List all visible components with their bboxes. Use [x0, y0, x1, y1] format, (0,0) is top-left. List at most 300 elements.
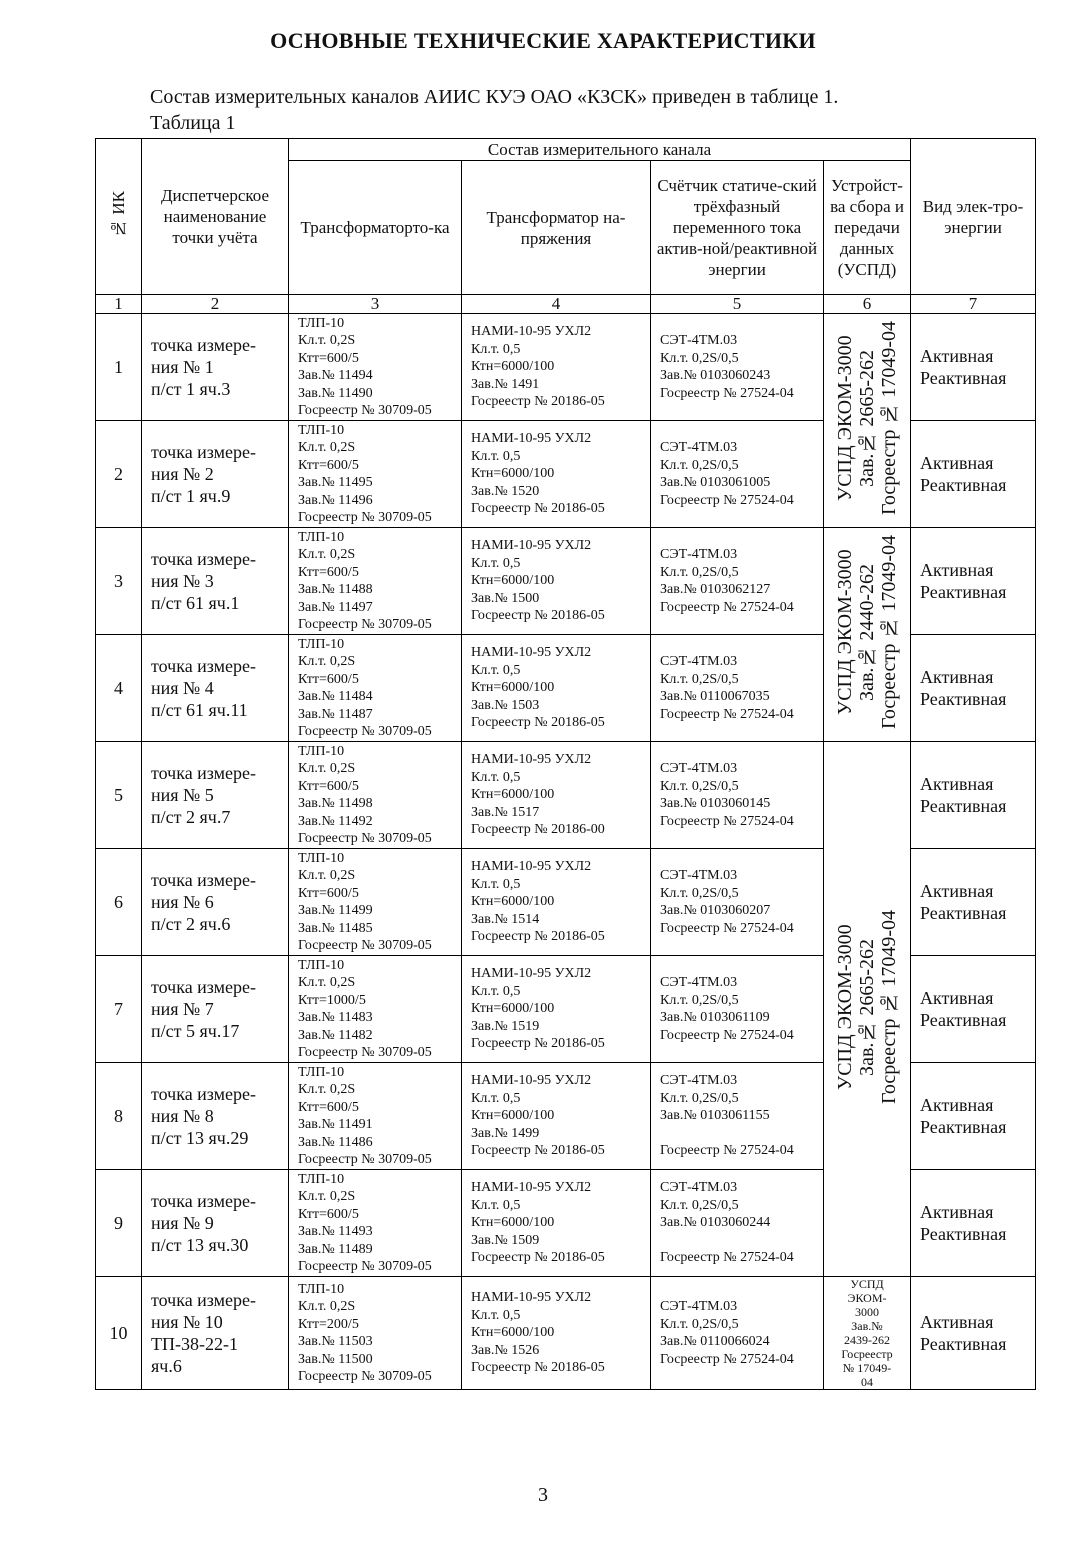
meter: [651, 1277, 824, 1390]
voltage-transformer-line: Госреестр № 20186-05: [471, 608, 605, 624]
uspd-line: 3000: [855, 1305, 880, 1319]
current-transformer-line: Госреестр № 30709-05: [298, 724, 432, 739]
current-transformer-line: Зав.№ 11492: [298, 813, 373, 829]
current-transformer-line: Зав.№ 11500: [298, 1351, 373, 1367]
point-line: точка измере-: [151, 977, 257, 997]
energy-line: Активная: [920, 346, 994, 366]
voltage-transformer: [462, 1170, 651, 1277]
point-line: п/ст 61 яч.11: [151, 700, 248, 720]
current-transformer-line: Зав.№ 11491: [298, 1117, 373, 1132]
voltage-transformer-line: Госреестр № 20186-05: [471, 715, 605, 731]
energy-line: Активная: [920, 667, 994, 687]
current-transformer: [289, 528, 462, 635]
meter-line: Зав.№ 0103061005: [660, 475, 771, 490]
meter: [651, 1170, 824, 1277]
column-number-row: [96, 295, 1036, 314]
uspd-line: 04: [861, 1375, 874, 1389]
header-meter: Счётчик статиче-ский трёхфазный переменного тока актив-ной/реактивной энергии: [651, 161, 824, 295]
current-transformer-line: Зав.№ 11490: [298, 385, 373, 401]
metering-point: [142, 742, 289, 849]
point-line: п/ст 2 яч.6: [151, 914, 231, 934]
current-transformer-line: Зав.№ 11503: [298, 1334, 373, 1349]
current-transformer-line: ТЛП-10: [298, 636, 345, 652]
meter-line: Госреестр № 27524-04: [660, 1250, 794, 1266]
voltage-transformer-line: Кл.т. 0,5: [471, 662, 521, 678]
meter-line: Зав.№ 0110067035: [660, 689, 770, 704]
current-transformer-line: Ктт=600/5: [298, 778, 359, 794]
current-transformer: [289, 1170, 462, 1277]
current-transformer-line: Кл.т. 0,2S: [298, 868, 356, 883]
header-composition: Состав измерительного канала: [289, 139, 911, 161]
meter-line: Госреестр № 27524-04: [660, 706, 794, 722]
energy-line: Активная: [920, 988, 994, 1008]
current-transformer-line: ТЛП-10: [298, 957, 345, 973]
energy-line: Реактивная: [920, 1224, 1007, 1244]
metering-point: [142, 849, 289, 956]
meter-line: Зав.№ 0103061109: [660, 1010, 770, 1025]
meter-line: Зав.№ 0103060207: [660, 903, 771, 918]
voltage-transformer-line: Ктн=6000/100: [471, 359, 555, 375]
current-transformer-line: Кл.т. 0,2S: [298, 333, 356, 348]
meter-line: Зав.№ 0103062127: [660, 582, 771, 597]
uspd-line: УСПД: [850, 1277, 884, 1291]
voltage-transformer-line: Зав.№ 1514: [471, 911, 540, 927]
table-row: [96, 1277, 1036, 1390]
meter: [651, 1063, 824, 1170]
current-transformer-line: ТЛП-10: [298, 743, 345, 759]
meter-line: СЭТ-4ТМ.03: [660, 761, 738, 776]
ik-number: 10: [96, 1277, 142, 1390]
voltage-transformer-line: Госреестр № 20186-00: [471, 822, 605, 838]
voltage-transformer-line: Кл.т. 0,5: [471, 876, 521, 892]
voltage-transformer-line: Госреестр № 20186-05: [471, 501, 605, 517]
current-transformer-line: Ктт=600/5: [298, 1206, 359, 1222]
uspd-line: УСПД ЭКОМ-3000: [834, 549, 857, 715]
voltage-transformer-line: Зав.№ 1526: [471, 1342, 540, 1358]
current-transformer-line: Кл.т. 0,2S: [298, 975, 356, 990]
meter-line: СЭТ-4ТМ.03: [660, 868, 738, 883]
voltage-transformer-line: Кл.т. 0,5: [471, 1307, 521, 1323]
voltage-transformer-line: Зав.№ 1503: [471, 697, 540, 713]
meter-line: Госреестр № 27524-04: [660, 599, 794, 615]
column-number: 1: [96, 295, 142, 314]
ik-number: 2: [96, 421, 142, 528]
current-transformer-line: Госреестр № 30709-05: [298, 510, 432, 525]
current-transformer-line: ТЛП-10: [298, 850, 345, 866]
voltage-transformer-line: Зав.№ 1509: [471, 1232, 540, 1248]
meter-line: Кл.т. 0,2S/0,5: [660, 1316, 739, 1332]
energy-type: [911, 635, 1036, 742]
current-transformer: [289, 849, 462, 956]
voltage-transformer-line: Ктн=6000/100: [471, 1215, 555, 1231]
table-row: [96, 314, 1036, 421]
meter-line: СЭТ-4ТМ.03: [660, 1073, 738, 1089]
voltage-transformer-line: Ктн=6000/100: [471, 894, 555, 910]
energy-type: [911, 528, 1036, 635]
current-transformer-line: Зав.№ 11489: [298, 1241, 373, 1257]
meter-line: Госреестр № 27524-04: [660, 1027, 794, 1043]
voltage-transformer: [462, 1277, 651, 1390]
energy-line: Реактивная: [920, 475, 1007, 495]
meter-line: Кл.т. 0,2S/0,5: [660, 992, 739, 1008]
meter-line: СЭТ-4ТМ.03: [660, 654, 738, 669]
uspd-line: УСПД ЭКОМ-3000: [834, 923, 857, 1090]
meter-line: Кл.т. 0,2S/0,5: [660, 885, 739, 901]
metering-point: [142, 1063, 289, 1170]
ik-number: 6: [96, 849, 142, 956]
voltage-transformer-line: Кл.т. 0,5: [471, 769, 521, 785]
characteristics-table: [95, 138, 1036, 1390]
current-transformer: [289, 742, 462, 849]
meter: [651, 742, 824, 849]
meter-line: Зав.№ 0103060243: [660, 368, 771, 383]
meter-line: [660, 1232, 823, 1250]
column-number: 2: [142, 295, 289, 314]
voltage-transformer-line: Зав.№ 1500: [471, 590, 540, 606]
energy-type: [911, 849, 1036, 956]
voltage-transformer: [462, 635, 651, 742]
current-transformer-line: Зав.№ 11495: [298, 475, 373, 490]
voltage-transformer-line: Кл.т. 0,5: [471, 1090, 521, 1106]
meter-line: Зав.№ 0103060145: [660, 796, 771, 811]
uspd-line: Госреестр № 17049-04: [878, 535, 901, 729]
meter: [651, 635, 824, 742]
meter-line: Кл.т. 0,2S/0,5: [660, 457, 739, 473]
point-line: точка измере-: [151, 1191, 257, 1211]
uspd-device: [824, 314, 911, 528]
meter-line: СЭТ-4ТМ.03: [660, 547, 738, 562]
voltage-transformer-line: НАМИ-10-95 УХЛ2: [471, 431, 592, 447]
current-transformer-line: ТЛП-10: [298, 529, 345, 545]
metering-point: [142, 528, 289, 635]
table-caption: Таблица 1: [150, 112, 236, 134]
voltage-transformer: [462, 528, 651, 635]
meter: [651, 956, 824, 1063]
uspd-line: Зав.№ 2665-262: [856, 938, 879, 1075]
current-transformer-line: Кл.т. 0,2S: [298, 1189, 356, 1204]
metering-point: [142, 956, 289, 1063]
voltage-transformer-line: Кл.т. 0,5: [471, 983, 521, 999]
meter-line: Зав.№ 0103061155: [660, 1108, 770, 1124]
header-ct: Трансформаторто-ка: [289, 161, 462, 295]
voltage-transformer-line: Госреестр № 20186-05: [471, 1036, 605, 1052]
point-line: точка измере-: [151, 763, 257, 783]
voltage-transformer-line: Ктн=6000/100: [471, 680, 555, 696]
voltage-transformer-line: НАМИ-10-95 УХЛ2: [471, 752, 592, 768]
energy-line: Реактивная: [920, 796, 1007, 816]
uspd-line: 2439-262: [844, 1333, 891, 1347]
point-line: ТП-38-22-1: [151, 1334, 238, 1354]
meter-line: Госреестр № 27524-04: [660, 813, 794, 829]
column-number: 6: [824, 295, 911, 314]
voltage-transformer-line: Ктн=6000/100: [471, 466, 555, 482]
meter-line: Госреестр № 27524-04: [660, 920, 794, 936]
current-transformer-line: Кл.т. 0,2S: [298, 1299, 356, 1314]
point-line: п/ст 5 яч.17: [151, 1021, 240, 1041]
current-transformer-line: ТЛП-10: [298, 315, 345, 331]
meter-line: Кл.т. 0,2S/0,5: [660, 1090, 739, 1106]
point-line: ния № 3: [151, 571, 214, 591]
energy-line: Активная: [920, 1095, 994, 1115]
energy-line: Реактивная: [920, 582, 1007, 602]
meter: [651, 314, 824, 421]
current-transformer-line: Ктт=600/5: [298, 885, 359, 901]
current-transformer-line: Зав.№ 11483: [298, 1010, 373, 1025]
point-line: точка измере-: [151, 656, 257, 676]
current-transformer-line: Зав.№ 11494: [298, 368, 373, 383]
point-line: п/ст 1 яч.3: [151, 379, 231, 399]
meter-line: Госреестр № 27524-04: [660, 1351, 794, 1367]
current-transformer: [289, 956, 462, 1063]
column-number: 4: [462, 295, 651, 314]
current-transformer-line: Госреестр № 30709-05: [298, 1152, 432, 1167]
meter-line: Кл.т. 0,2S/0,5: [660, 778, 739, 794]
voltage-transformer-line: НАМИ-10-95 УХЛ2: [471, 538, 592, 554]
uspd-line: Госреестр: [841, 1347, 893, 1361]
point-line: п/ст 2 яч.7: [151, 807, 231, 827]
point-line: ния № 6: [151, 892, 214, 912]
current-transformer-line: Госреестр № 30709-05: [298, 1369, 432, 1384]
uspd-line: Госреестр № 17049-04: [878, 321, 901, 515]
uspd-device: [824, 742, 911, 1277]
current-transformer-line: Ктт=600/5: [298, 457, 359, 473]
point-line: ния № 8: [151, 1106, 214, 1126]
point-line: ния № 9: [151, 1213, 214, 1233]
metering-point: [142, 1277, 289, 1390]
current-transformer-line: Ктт=200/5: [298, 1316, 359, 1332]
header-point: Диспетчерское наименование точки учёта: [142, 139, 289, 295]
current-transformer-line: Кл.т. 0,2S: [298, 654, 356, 669]
point-line: ния № 7: [151, 999, 214, 1019]
energy-type: [911, 314, 1036, 421]
current-transformer-line: Зав.№ 11499: [298, 903, 373, 918]
current-transformer: [289, 1063, 462, 1170]
ik-number: 5: [96, 742, 142, 849]
meter: [651, 421, 824, 528]
current-transformer-line: Зав.№ 11498: [298, 796, 373, 811]
voltage-transformer-line: НАМИ-10-95 УХЛ2: [471, 645, 592, 661]
column-number: 3: [289, 295, 462, 314]
meter-line: СЭТ-4ТМ.03: [660, 1299, 738, 1314]
voltage-transformer: [462, 956, 651, 1063]
header-vt: Трансформатор на-пряжения: [462, 161, 651, 295]
current-transformer-line: Ктт=1000/5: [298, 992, 366, 1008]
ik-number: 8: [96, 1063, 142, 1170]
point-line: п/ст 13 яч.30: [151, 1235, 249, 1255]
meter-line: Зав.№ 0110066024: [660, 1334, 770, 1349]
page-title: ОСНОВНЫЕ ТЕХНИЧЕСКИЕ ХАРАКТЕРИСТИКИ: [270, 28, 816, 53]
voltage-transformer-line: НАМИ-10-95 УХЛ2: [471, 1073, 592, 1089]
voltage-transformer-line: Ктн=6000/100: [471, 1325, 555, 1341]
meter-line: Госреестр № 27524-04: [660, 1143, 794, 1159]
meter-line: СЭТ-4ТМ.03: [660, 333, 738, 348]
energy-type: [911, 742, 1036, 849]
uspd-device: [824, 1277, 911, 1390]
current-transformer-line: Зав.№ 11497: [298, 599, 373, 615]
voltage-transformer-line: Кл.т. 0,5: [471, 448, 521, 464]
ik-number: 9: [96, 1170, 142, 1277]
current-transformer-line: Зав.№ 11484: [298, 689, 373, 704]
voltage-transformer-line: Кл.т. 0,5: [471, 1197, 521, 1213]
point-line: п/ст 1 яч.9: [151, 486, 231, 506]
meter-line: Кл.т. 0,2S/0,5: [660, 564, 739, 580]
current-transformer-line: Зав.№ 11493: [298, 1224, 373, 1239]
voltage-transformer-line: НАМИ-10-95 УХЛ2: [471, 966, 592, 982]
voltage-transformer: [462, 421, 651, 528]
point-line: точка измере-: [151, 442, 257, 462]
voltage-transformer-line: Ктн=6000/100: [471, 1001, 555, 1017]
voltage-transformer-line: НАМИ-10-95 УХЛ2: [471, 859, 592, 875]
metering-point: [142, 635, 289, 742]
voltage-transformer: [462, 849, 651, 956]
energy-line: Реактивная: [920, 903, 1007, 923]
current-transformer-line: Зав.№ 11487: [298, 706, 373, 722]
current-transformer-line: Госреестр № 30709-05: [298, 938, 432, 953]
intro-text: Состав измерительных каналов АИИС КУЭ ОАО «КЗСК» приведен в таблице 1.: [150, 86, 839, 108]
uspd-line: Зав.№: [851, 1319, 883, 1333]
current-transformer-line: ТЛП-10: [298, 1064, 345, 1080]
meter-line: Зав.№ 0103060244: [660, 1215, 771, 1231]
current-transformer-line: Зав.№ 11488: [298, 582, 373, 597]
ik-number: 3: [96, 528, 142, 635]
uspd-device: [824, 528, 911, 742]
voltage-transformer-line: Ктн=6000/100: [471, 1108, 555, 1124]
energy-line: Активная: [920, 453, 994, 473]
table-row: [96, 742, 1036, 849]
current-transformer-line: Зав.№ 11496: [298, 492, 373, 508]
point-line: ния № 1: [151, 357, 214, 377]
voltage-transformer-line: Зав.№ 1520: [471, 483, 540, 499]
current-transformer-line: Ктт=600/5: [298, 1099, 359, 1115]
current-transformer: [289, 1277, 462, 1390]
current-transformer: [289, 421, 462, 528]
meter-line: СЭТ-4ТМ.03: [660, 440, 738, 455]
current-transformer-line: Ктт=600/5: [298, 564, 359, 580]
voltage-transformer: [462, 1063, 651, 1170]
metering-point: [142, 314, 289, 421]
energy-line: Реактивная: [920, 1117, 1007, 1137]
ik-number: 1: [96, 314, 142, 421]
header-uspd: Устройст-ва сбора и передачи данных (УСПД): [824, 161, 911, 295]
page-number: 3: [538, 1484, 548, 1506]
energy-line: Реактивная: [920, 689, 1007, 709]
uspd-line: ЭКОМ-: [847, 1291, 887, 1305]
current-transformer-line: Зав.№ 11486: [298, 1134, 373, 1150]
point-line: точка измере-: [151, 549, 257, 569]
uspd-line: Зав.№ 2440-262: [856, 563, 879, 701]
voltage-transformer-line: НАМИ-10-95 УХЛ2: [471, 1290, 592, 1306]
voltage-transformer-line: Госреестр № 20186-05: [471, 1143, 605, 1159]
current-transformer-line: Ктт=600/5: [298, 350, 359, 366]
ik-number: 7: [96, 956, 142, 1063]
voltage-transformer-line: Госреестр № 20186-05: [471, 394, 605, 410]
current-transformer-line: Госреестр № 30709-05: [298, 1259, 432, 1274]
voltage-transformer-line: Госреестр № 20186-05: [471, 929, 605, 945]
energy-type: [911, 421, 1036, 528]
voltage-transformer-line: Госреестр № 20186-05: [471, 1360, 605, 1376]
uspd-line: № 17049-: [842, 1361, 892, 1375]
voltage-transformer: [462, 314, 651, 421]
current-transformer-line: Зав.№ 11482: [298, 1027, 373, 1043]
voltage-transformer-line: Кл.т. 0,5: [471, 555, 521, 571]
current-transformer-line: Госреестр № 30709-05: [298, 1045, 432, 1060]
meter-line: [660, 1125, 823, 1143]
energy-type: [911, 956, 1036, 1063]
meter-line: Кл.т. 0,2S/0,5: [660, 671, 739, 687]
current-transformer-line: ТЛП-10: [298, 422, 345, 438]
column-number: 7: [911, 295, 1036, 314]
meter-line: СЭТ-4ТМ.03: [660, 1180, 738, 1196]
voltage-transformer-line: Зав.№ 1491: [471, 376, 540, 392]
voltage-transformer-line: Кл.т. 0,5: [471, 341, 521, 357]
point-line: ния № 2: [151, 464, 214, 484]
voltage-transformer-line: Зав.№ 1519: [471, 1018, 540, 1034]
uspd-line: Госреестр № 17049-04: [878, 909, 901, 1104]
energy-line: Активная: [920, 1202, 994, 1222]
energy-type: [911, 1170, 1036, 1277]
energy-line: Активная: [920, 774, 994, 794]
point-line: ния № 5: [151, 785, 214, 805]
current-transformer-line: Кл.т. 0,2S: [298, 1082, 356, 1097]
current-transformer-line: Зав.№ 11485: [298, 920, 373, 936]
point-line: п/ст 13 яч.29: [151, 1128, 249, 1148]
energy-line: Реактивная: [920, 1334, 1007, 1354]
energy-line: Реактивная: [920, 1010, 1007, 1030]
header-energy: Вид элек-тро-энергии: [911, 139, 1036, 295]
voltage-transformer: [462, 742, 651, 849]
current-transformer: [289, 635, 462, 742]
metering-point: [142, 1170, 289, 1277]
voltage-transformer-line: НАМИ-10-95 УХЛ2: [471, 1180, 592, 1196]
voltage-transformer-line: Госреестр № 20186-05: [471, 1250, 605, 1266]
point-line: точка измере-: [151, 1290, 257, 1310]
current-transformer-line: Госреестр № 30709-05: [298, 831, 432, 846]
point-line: точка измере-: [151, 1084, 257, 1104]
point-line: п/ст 61 яч.1: [151, 593, 240, 613]
meter-line: Госреестр № 27524-04: [660, 385, 794, 401]
current-transformer-line: Ктт=600/5: [298, 671, 359, 687]
energy-type: [911, 1277, 1036, 1390]
uspd-line: УСПД ЭКОМ-3000: [834, 335, 857, 501]
uspd-line: Зав.№ 2665-262: [856, 349, 879, 487]
voltage-transformer-line: НАМИ-10-95 УХЛ2: [471, 324, 592, 340]
meter-line: СЭТ-4ТМ.03: [660, 975, 738, 990]
point-line: ния № 10: [151, 1312, 223, 1332]
point-line: точка измере-: [151, 335, 257, 355]
meter: [651, 528, 824, 635]
header-ik: № ИК: [96, 139, 142, 295]
table-row: [96, 528, 1036, 635]
voltage-transformer-line: Зав.№ 1517: [471, 804, 540, 820]
meter-line: Кл.т. 0,2S/0,5: [660, 1197, 739, 1213]
meter: [651, 849, 824, 956]
point-line: яч.6: [151, 1356, 182, 1376]
current-transformer-line: Кл.т. 0,2S: [298, 440, 356, 455]
current-transformer-line: ТЛП-10: [298, 1281, 345, 1297]
energy-line: Активная: [920, 1312, 994, 1332]
point-line: ния № 4: [151, 678, 214, 698]
meter-line: Госреестр № 27524-04: [660, 492, 794, 508]
meter-line: Кл.т. 0,2S/0,5: [660, 350, 739, 366]
voltage-transformer-line: Ктн=6000/100: [471, 787, 555, 803]
current-transformer-line: Госреестр № 30709-05: [298, 403, 432, 418]
current-transformer-line: Кл.т. 0,2S: [298, 547, 356, 562]
current-transformer-line: ТЛП-10: [298, 1171, 345, 1187]
energy-line: Реактивная: [920, 368, 1007, 388]
energy-type: [911, 1063, 1036, 1170]
column-number: 5: [651, 295, 824, 314]
voltage-transformer-line: Ктн=6000/100: [471, 573, 555, 589]
